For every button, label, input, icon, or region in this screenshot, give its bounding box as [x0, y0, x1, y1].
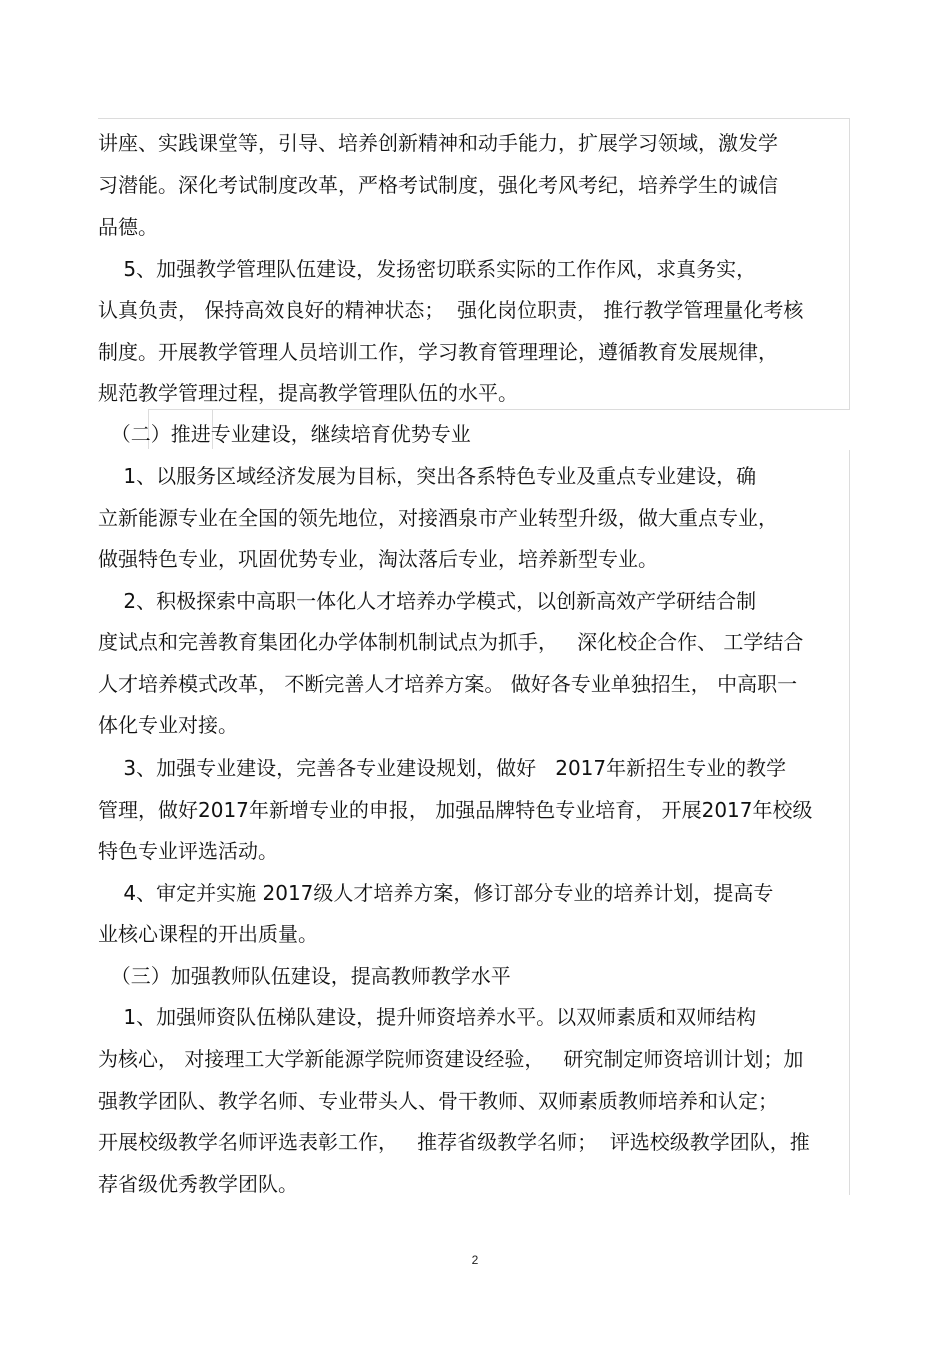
text-line: 品德。 [98, 215, 158, 239]
text-line: 做强特色专业，巩固优势专业，淘汰落后专业，培养新型专业。 [98, 547, 658, 571]
text-line: 立新能源专业在全国的领先地位，对接酒泉市产业转型升级，做大重点专业， [98, 506, 778, 530]
text-line: 3、加强专业建设，完善各专业建设规划，做好 2017年新招生专业的教学 [98, 756, 787, 780]
text-line: 特色专业评选活动。 [98, 839, 278, 863]
text-line: 人才培养模式改革， 不断完善人才培养方案。 做好各专业单独招生， 中高职一 [98, 672, 798, 696]
frame-right-top [849, 118, 850, 410]
text-line: 体化专业对接。 [98, 713, 238, 737]
text-line: 开展校级教学名师评选表彰工作， 推荐省级教学名师； 评选校级教学团队，推 [98, 1130, 810, 1154]
section-heading: （三）加强教师队伍建设，提高教师教学水平 [98, 964, 511, 988]
text-line: 2、积极探索中高职一体化人才培养办学模式，以创新高效产学研结合制 [98, 589, 757, 613]
section-heading: （二）推进专业建设，继续培育优势专业 [98, 422, 471, 446]
frame-right-bottom [849, 450, 850, 1195]
text-line: 认真负责， 保持高效良好的精神状态； 强化岗位职责， 推行教学管理量化考核 [98, 298, 804, 322]
text-line: 1、以服务区域经济发展为目标，突出各系特色专业及重点专业建设，确 [98, 464, 757, 488]
text-line: 管理，做好2017年新增专业的申报， 加强品牌特色专业培育， 开展2017年校级 [98, 798, 813, 822]
text-line: 为核心， 对接理工大学新能源学院师资建设经验， 研究制定师资培训计划；加 [98, 1047, 804, 1071]
text-line: 1、加强师资队伍梯队建设，提升师资培养水平。以双师素质和双师结构 [98, 1005, 757, 1029]
text-line: 5、加强教学管理队伍建设，发扬密切联系实际的工作作风，求真务实， [98, 257, 757, 281]
text-line: 荐省级优秀教学团队。 [98, 1172, 298, 1196]
frame-top [98, 118, 850, 119]
text-line: 规范教学管理过程，提高教学管理队伍的水平。 [98, 381, 518, 405]
text-line: 讲座、实践课堂等，引导、培养创新精神和动手能力，扩展学习领域，激发学 [98, 131, 778, 155]
text-line: 度试点和完善教育集团化办学体制机制试点为抓手， 深化校企合作、 工学结合 [98, 630, 804, 654]
text-line: 4、审定并实施 2017级人才培养方案，修订部分专业的培养计划，提高专 [98, 881, 774, 905]
text-line: 业核心课程的开出质量。 [98, 922, 318, 946]
frame-mid [148, 409, 850, 410]
text-line: 强教学团队、教学名师、专业带头人、骨干教师、双师素质教师培养和认定； [98, 1089, 778, 1113]
text-line: 制度。开展教学管理人员培训工作，学习教育管理理论，遵循教育发展规律， [98, 340, 778, 364]
text-line: 习潜能。深化考试制度改革，严格考试制度，强化考风考纪，培养学生的诚信 [98, 173, 778, 197]
page-number: 2 [471, 1253, 479, 1267]
